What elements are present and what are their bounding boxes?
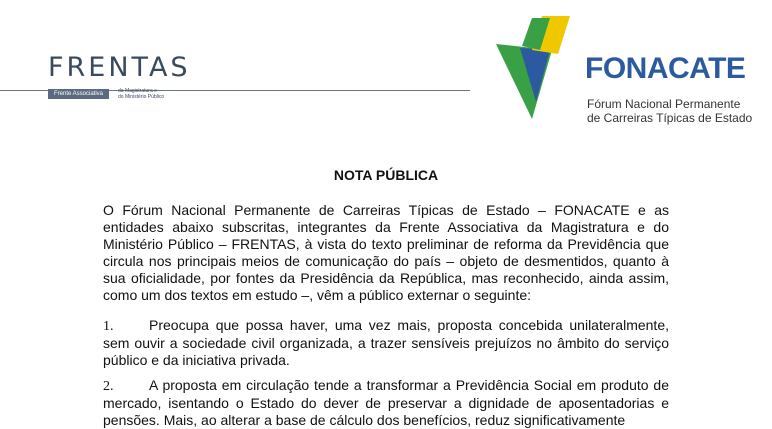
list-item-1 <box>103 317 669 369</box>
fonacate-subtitle-2: de Carreiras Típicas de Estado <box>587 111 753 125</box>
item-number: 2. <box>103 379 114 394</box>
frentas-logo <box>48 52 218 112</box>
item-text: A proposta em circulação tende a transformar a Previdência Social em produto de mercado, isentando o Estado do dever de preservar a dignidade de aposentadorias e pensões. Mais, ao alterar a base de cálculo dos benefícios, reduz significativamente <box>103 377 669 428</box>
item-number: 1. <box>103 319 114 334</box>
fonacate-subtitle <box>587 97 752 125</box>
frentas-wordmark: FRENTAS <box>48 52 191 83</box>
frentas-subline-2: do Ministério Público <box>118 94 165 100</box>
frentas-tag: Frente Associativa <box>48 89 109 99</box>
document-title: NOTA PÚBLICA <box>333 167 439 183</box>
fonacate-emblem-icon <box>492 14 592 124</box>
list-item-2 <box>103 377 669 429</box>
fonacate-wordmark: FONACATE <box>585 52 746 85</box>
intro-paragraph: O Fórum Nacional Permanente de Carreiras Típicas de Estado – FONACATE e as entidades abaixo subscritas, integrantes da Frente Associativa da Magistratura e do Ministério Público – FRENTAS, à vista do texto preliminar de reforma da Previdência que circula nos principais meios de comunicação do país – objeto de desmentidos, quanto à sua oficialidade, por fontes da Presidência da República, mas reconhecido, ainda assim, como um dos textos em estudo –, vêm a público externar o seguinte: <box>103 202 669 303</box>
fonacate-subtitle-1: Fórum Nacional Permanente <box>587 97 741 111</box>
frentas-subline <box>118 88 164 100</box>
frentas-subline-1: da Magistratura e <box>118 88 157 94</box>
item-text: Preocupa que possa haver, uma vez mais, proposta concebida unilateralmente, sem ouvir a sociedade civil organizada, a trazer sensíveis prejuízos no âmbito do serviço público e da iniciativa privada. <box>103 317 669 368</box>
